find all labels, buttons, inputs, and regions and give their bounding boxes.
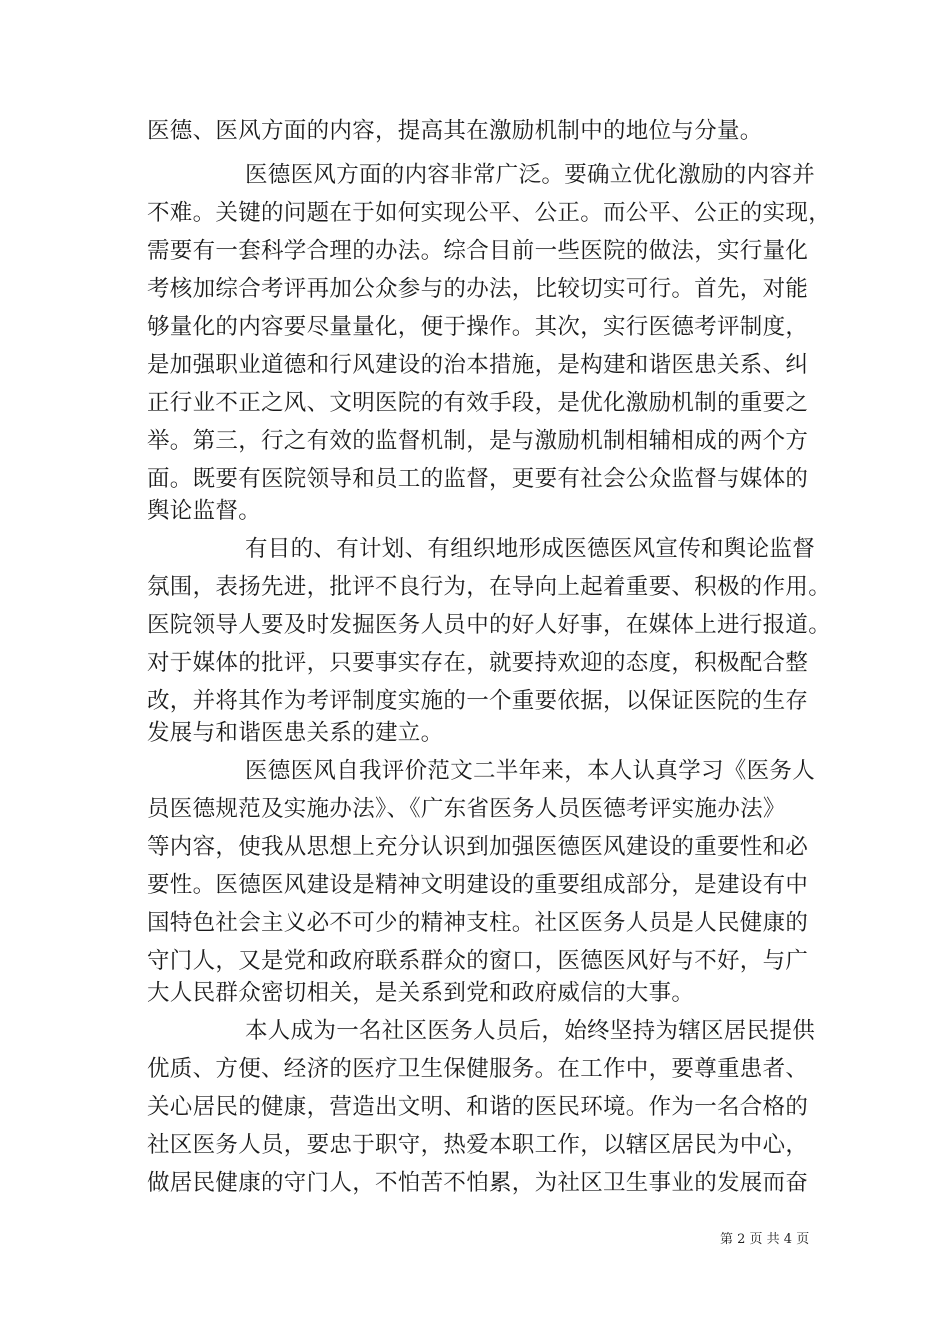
text-line: 正行业不正之风、文明医院的有效手段，是优化激励机制的重要之 (147, 390, 809, 416)
text-line: 发展与和谐医患关系的建立。 (147, 720, 444, 746)
text-line: 举。第三，行之有效的监督机制，是与激励机制相辅相成的两个方 (147, 428, 809, 454)
text-line: 等内容，使我从思想上充分认识到加强医德医风建设的重要性和必 (147, 834, 809, 860)
text-line: 改，并将其作为考评制度实施的一个重要依据，以保证医院的生存 (147, 688, 809, 714)
text-line: 守门人，又是党和政府联系群众的窗口，医德医风好与不好，与广 (147, 948, 809, 974)
text-line: 医院领导人要及时发掘医务人员中的好人好事，在媒体上进行报道。 (147, 612, 832, 638)
text-line: 对于媒体的批评，只要事实存在，就要持欢迎的态度，积极配合整 (147, 650, 809, 676)
text-line: 做居民健康的守门人，不怕苦不怕累，为社区卫生事业的发展而奋 (147, 1170, 809, 1196)
text-line: 关心居民的健康，营造出文明、和谐的医民环境。作为一名合格的 (147, 1094, 809, 1120)
text-line: 社区医务人员，要忠于职守，热爱本职工作，以辖区居民为中心， (147, 1132, 809, 1158)
paragraph-first-line: 医德医风方面的内容非常广泛。要确立优化激励的内容并 (245, 162, 816, 188)
text-line: 考核加综合考评再加公众参与的办法，比较切实可行。首先，对能 (147, 276, 809, 302)
page-number-footer: 第 2 页 共 4 页 (720, 1232, 810, 1247)
text-line: 舆论监督。 (147, 498, 262, 524)
paragraph-first-line: 医德医风自我评价范文二半年来，本人认真学习《医务人 (245, 758, 816, 784)
text-line: 氛围，表扬先进，批评不良行为，在导向上起着重要、积极的作用。 (147, 574, 832, 600)
text-line: 是加强职业道德和行风建设的治本措施，是构建和谐医患关系、纠 (147, 352, 809, 378)
text-line: 面。既要有医院领导和员工的监督，更要有社会公众监督与媒体的 (147, 466, 809, 492)
text-line: 需要有一套科学合理的办法。综合目前一些医院的做法，实行量化 (147, 238, 809, 264)
paragraph-first-line: 本人成为一名社区医务人员后，始终坚持为辖区居民提供 (245, 1018, 816, 1044)
text-line: 不难。关键的问题在于如何实现公平、公正。而公平、公正的实现， (147, 200, 832, 226)
text-line: 优质、方便、经济的医疗卫生保健服务。在工作中，要尊重患者、 (147, 1056, 809, 1082)
text-line: 医德、医风方面的内容，提高其在激励机制中的地位与分量。 (147, 118, 763, 144)
text-line: 要性。医德医风建设是精神文明建设的重要组成部分，是建设有中 (147, 872, 809, 898)
text-line: 员医德规范及实施办法》、《广东省医务人员医德考评实施办法》 (147, 796, 786, 822)
text-line: 够量化的内容要尽量量化，便于操作。其次，实行医德考评制度， (147, 314, 809, 340)
text-line: 大人民群众密切相关，是关系到党和政府威信的大事。 (147, 980, 695, 1006)
paragraph-first-line: 有目的、有计划、有组织地形成医德医风宣传和舆论监督 (245, 536, 816, 562)
text-line: 国特色社会主义必不可少的精神支柱。社区医务人员是人民健康的 (147, 910, 809, 936)
